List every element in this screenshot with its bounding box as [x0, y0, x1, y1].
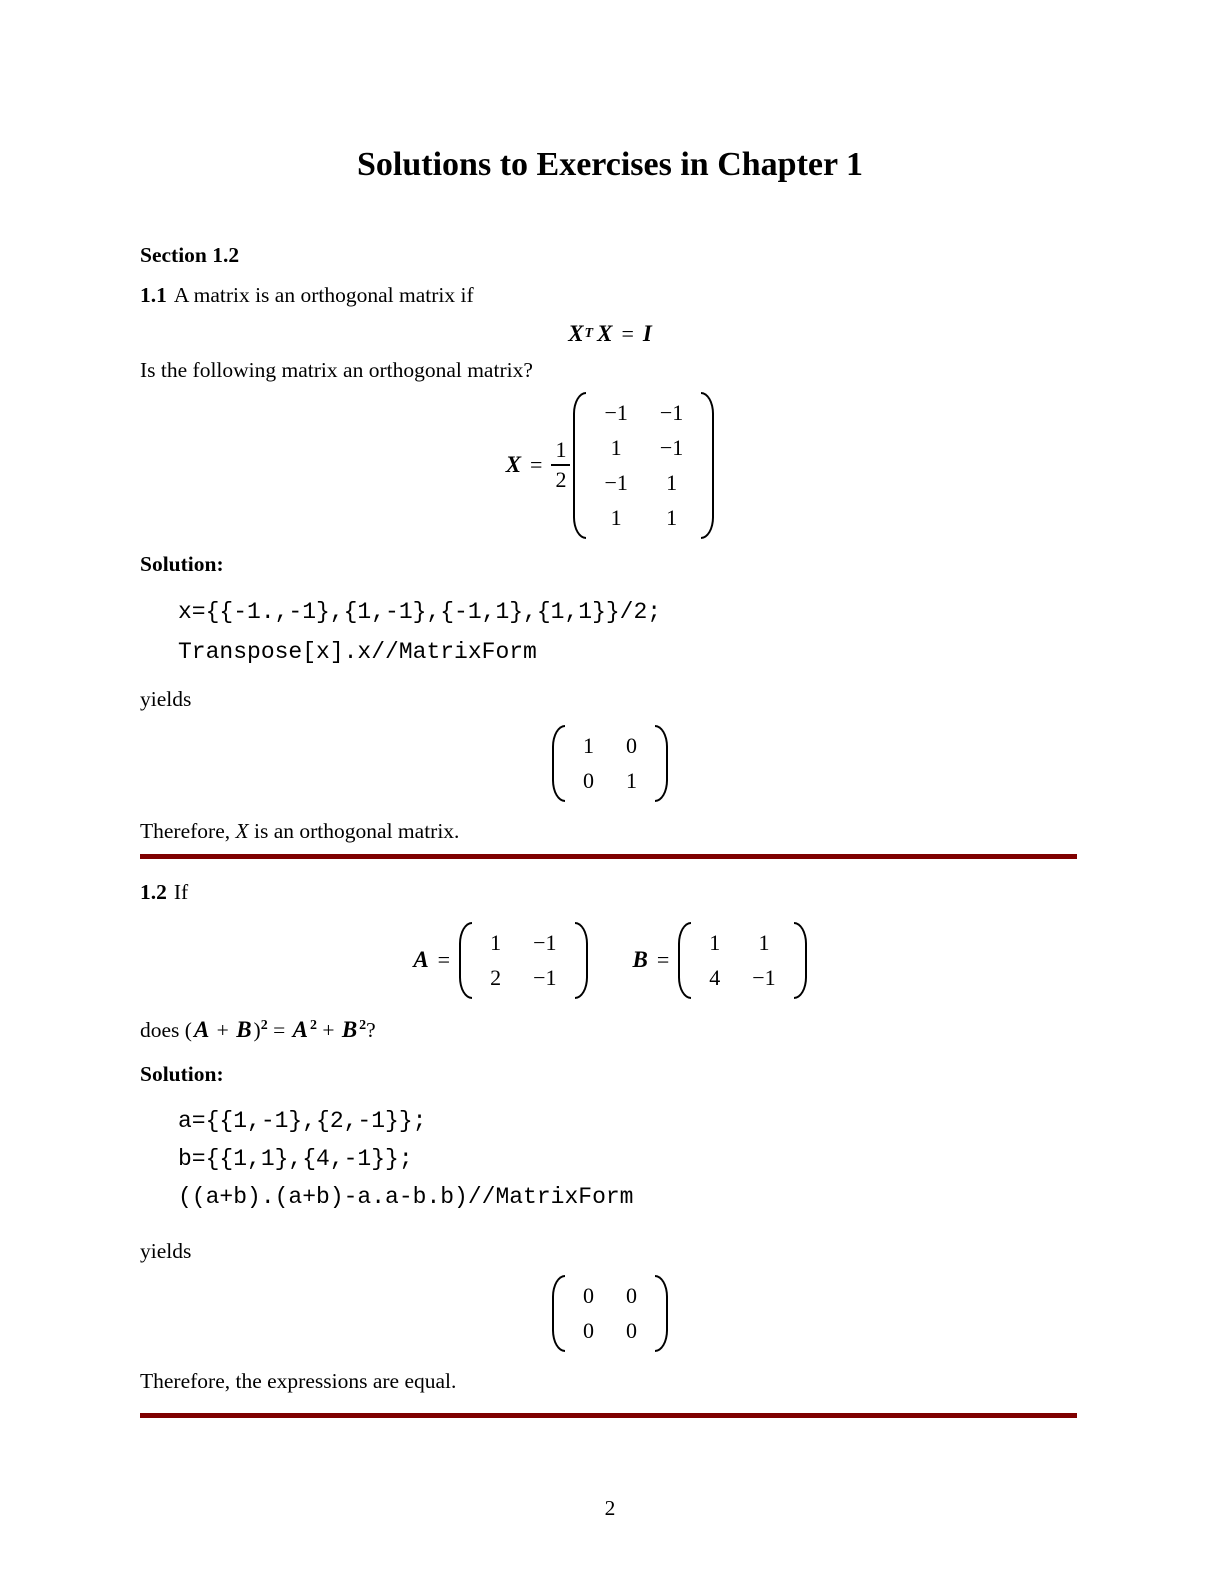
code-block-1: [178, 592, 1080, 672]
question-var-b2: B: [341, 1016, 358, 1042]
matrix-cell: −1: [533, 929, 557, 955]
left-paren: [459, 922, 472, 999]
matrix-cell: −1: [659, 399, 684, 425]
matrix-cell: 0: [583, 767, 594, 793]
matrix-b: [678, 922, 806, 999]
code-line: x={{-1.,-1},{1,-1},{-1,1},{1,1}}/2;: [178, 598, 662, 625]
right-paren: [655, 725, 668, 802]
question-plus2: +: [316, 1017, 340, 1042]
code-line: a={{1,-1},{2,-1}};: [178, 1107, 427, 1134]
code-line: b={{1,1},{4,-1}};: [178, 1145, 413, 1172]
matrix-x-label: X: [505, 452, 522, 478]
identity-matrix: [552, 725, 668, 802]
question-superscript-2: 2: [260, 1017, 268, 1033]
yields-label-1: yields: [140, 686, 192, 711]
code-line: ((a+b).(a+b)-a.a-b.b)//MatrixForm: [178, 1183, 634, 1210]
matrix-b-cells: [691, 922, 793, 999]
equation-equals: =: [621, 320, 634, 346]
question-var-a: A: [193, 1016, 210, 1042]
result-matrix-1-display: [140, 725, 1080, 802]
question-superscript-2: 2: [309, 1017, 317, 1033]
matrix-b-equals: =: [656, 947, 670, 973]
divider-rule: [140, 1413, 1077, 1418]
problem-1-question: Is the following matrix an orthogonal matrix?: [140, 357, 533, 382]
matrix-cell: 1: [583, 732, 594, 758]
code-line: Transpose[x].x//MatrixForm: [178, 638, 537, 665]
conclusion-1-var: X: [235, 818, 249, 843]
problem-1-intro-text: A matrix is an orthogonal matrix if: [173, 282, 474, 307]
left-paren: [552, 1275, 565, 1352]
matrix-cell: 4: [709, 964, 721, 990]
divider-rule: [140, 854, 1077, 859]
equation-orthogonality: [140, 321, 1080, 347]
left-paren: [573, 392, 586, 539]
matrix-cell: 0: [583, 1282, 594, 1308]
matrix-b-label: B: [632, 947, 648, 973]
matrix-cell: 2: [490, 964, 502, 990]
matrix-cell: 1: [610, 434, 622, 460]
question-var-a2: A: [292, 1016, 308, 1042]
matrix-cell: 1: [666, 469, 678, 495]
problem-2-question: [140, 1011, 1080, 1045]
matrix-a-equals: =: [437, 947, 451, 973]
problem-2-intro-text: If: [173, 879, 189, 904]
matrix-a-group: [413, 922, 587, 999]
result-matrix-1-cells: [565, 725, 655, 802]
matrix-x-cells: [586, 392, 701, 539]
matrix-cell: −1: [659, 434, 684, 460]
matrices-a-b-display: [140, 922, 1080, 999]
result-matrix-2-cells: [565, 1275, 655, 1352]
matrix-cell: 1: [666, 504, 678, 530]
right-paren: [575, 922, 588, 999]
problem-1-number: 1.1: [140, 282, 167, 307]
matrix-x: [573, 392, 714, 539]
fraction-numerator: 1: [551, 436, 570, 466]
question-prefix: does (: [140, 1017, 192, 1042]
equation-superscript-t: T: [584, 325, 594, 341]
right-paren: [655, 1275, 668, 1352]
left-paren: [552, 725, 565, 802]
matrix-b-group: [633, 922, 807, 999]
matrix-cell: −1: [604, 469, 628, 495]
conclusion-1: [140, 818, 1080, 845]
question-equals: =: [267, 1017, 291, 1042]
matrix-cell: 0: [626, 732, 637, 758]
code-block-2: [178, 1102, 1080, 1216]
question-mark: ?: [366, 1017, 376, 1042]
matrix-cell: 1: [490, 929, 502, 955]
page-number: 2: [604, 1495, 616, 1520]
page-title: Solutions to Exercises in Chapter 1: [357, 146, 863, 183]
fraction-denominator: 2: [555, 467, 567, 493]
question-superscript-2: 2: [359, 1017, 367, 1033]
solution-label-2: Solution:: [140, 1061, 224, 1086]
right-paren: [701, 392, 714, 539]
matrix-cell: 1: [610, 504, 622, 530]
question-close-paren: ): [253, 1017, 261, 1042]
conclusion-1-prefix: Therefore,: [140, 818, 236, 843]
problem-2-intro-line: [140, 879, 1080, 906]
matrix-a-cells: [472, 922, 574, 999]
problem-1-intro-line: [140, 282, 1080, 309]
equation-var-i: I: [642, 320, 652, 346]
equation-var-x2: X: [597, 320, 613, 346]
yields-label-2: yields: [140, 1238, 192, 1263]
question-plus: +: [211, 1017, 235, 1042]
problem-2-number: 1.2: [140, 879, 167, 904]
matrix-cell: 0: [626, 1282, 637, 1308]
matrix-x-fraction: [551, 436, 570, 494]
result-matrix-2-display: [140, 1275, 1080, 1352]
right-paren: [794, 922, 807, 999]
question-var-b: B: [236, 1016, 252, 1042]
matrix-cell: −1: [604, 399, 628, 425]
matrix-cell: 0: [626, 1317, 637, 1343]
left-paren: [678, 922, 691, 999]
equation-var-x: X: [568, 320, 584, 346]
matrix-cell: −1: [533, 964, 557, 990]
matrix-cell: 1: [758, 929, 770, 955]
conclusion-1-suffix: is an orthogonal matrix.: [248, 818, 460, 843]
matrix-cell: 1: [626, 767, 637, 793]
solution-label-1: Solution:: [140, 551, 224, 576]
matrix-a: [459, 922, 587, 999]
zero-matrix: [552, 1275, 668, 1352]
matrix-cell: 1: [709, 929, 721, 955]
conclusion-2: Therefore, the expressions are equal.: [140, 1368, 457, 1393]
section-heading: Section 1.2: [140, 242, 240, 267]
matrix-cell: −1: [752, 964, 776, 990]
matrix-cell: 0: [583, 1317, 594, 1343]
matrix-a-label: A: [413, 947, 429, 973]
matrix-x-equals: =: [530, 452, 543, 478]
matrix-x-display: [140, 392, 1080, 539]
